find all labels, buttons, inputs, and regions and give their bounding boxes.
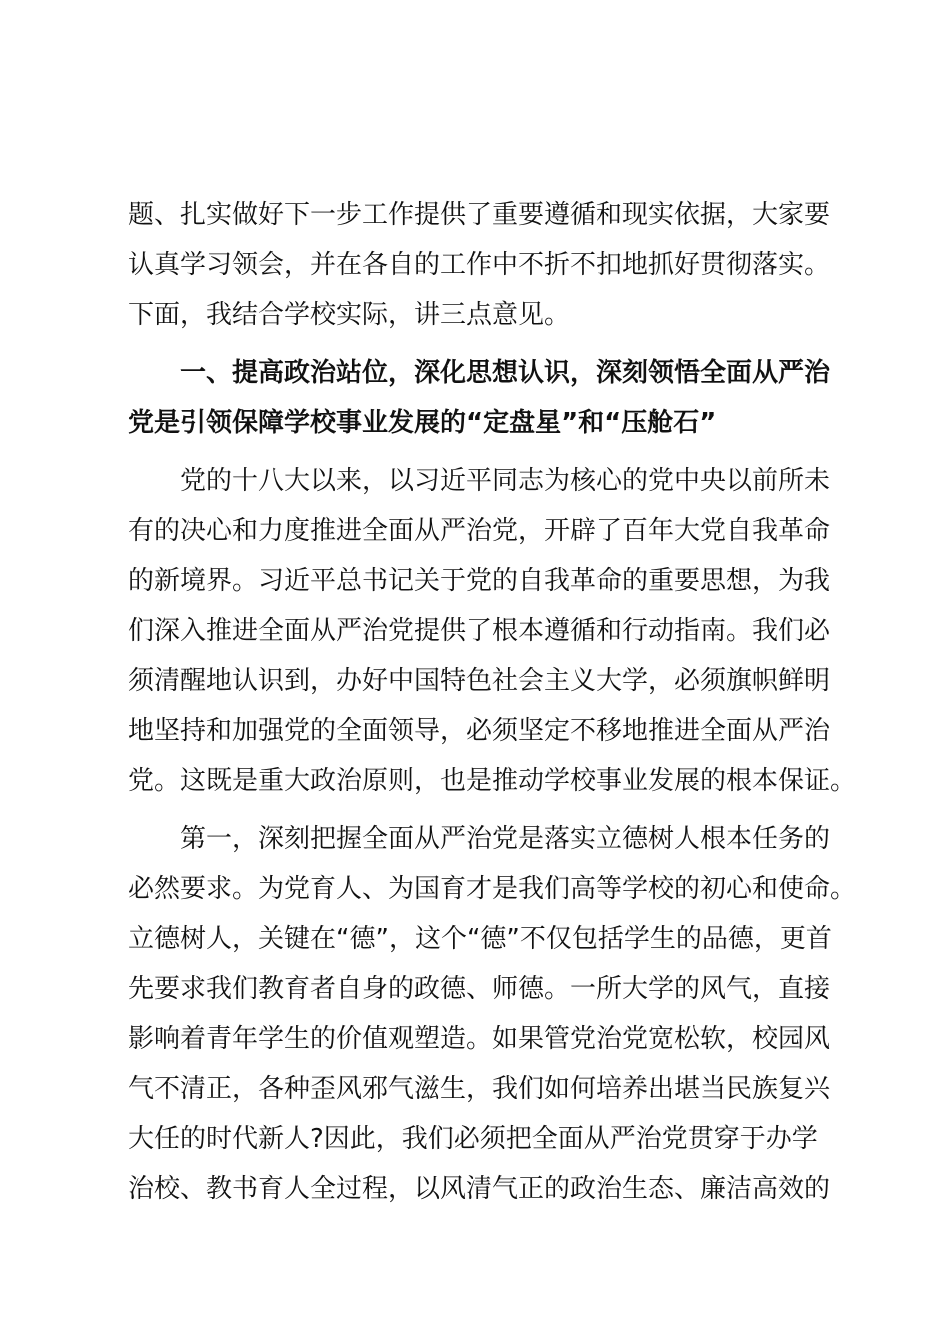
text-line: 有的决心和力度推进全面从严治党，开辟了百年大党自我革命 [128,516,831,546]
text-line: 题、扎实做好下一步工作提供了重要遵循和现实依据，大家要 [128,200,831,230]
text-line: 们深入推进全面从严治党提供了根本遵循和行动指南。我们必 [128,616,831,646]
section-heading [128,348,830,448]
intro-paragraph [128,190,830,340]
text-line: 地坚持和加强党的全面领导，必须坚定不移地推进全面从严治 [128,716,831,746]
paragraph-2 [128,814,857,1214]
text-line: 影响着青年学生的价值观塑造。如果管党治党宽松软，校园风 [128,1024,831,1054]
text-line: 气不清正，各种歪风邪气滋生，我们如何培养出堪当民族复兴 [128,1074,831,1104]
text-line: 须清醒地认识到，办好中国特色社会主义大学，必须旗帜鲜明 [128,666,831,696]
text-line: 治校、教书育人全过程，以风清气正的政治生态、廉洁高效的 [128,1174,831,1204]
heading-line: 一、提高政治站位，深化思想认识，深刻领悟全面从严治 [180,358,831,388]
paragraph-1 [128,456,857,806]
text-line: 认真学习领会，并在各自的工作中不折不扣地抓好贯彻落实。 [128,250,831,280]
text-line: 大任的时代新人?因此，我们必须把全面从严治党贯穿于办学 [128,1124,818,1154]
text-line: 党的十八大以来，以习近平同志为核心的党中央以前所未 [180,466,831,496]
heading-line: 党是引领保障学校事业发展的“定盘星”和“压舱石” [128,408,717,438]
text-line: 先要求我们教育者自身的政德、师德。一所大学的风气，直接 [128,974,831,1004]
text-line: 的新境界。习近平总书记关于党的自我革命的重要思想，为我 [128,566,831,596]
text-line: 必然要求。为党育人、为国育才是我们高等学校的初心和使命。 [128,874,857,904]
text-line: 立德树人，关键在“德”，这个“德”不仅包括学生的品德，更首 [128,924,832,954]
document-body [128,190,857,1214]
text-line: 下面，我结合学校实际，讲三点意见。 [128,300,571,330]
text-line: 党。这既是重大政治原则，也是推动学校事业发展的根本保证。 [128,766,857,796]
text-line: 第一，深刻把握全面从严治党是落实立德树人根本任务的 [180,824,831,854]
